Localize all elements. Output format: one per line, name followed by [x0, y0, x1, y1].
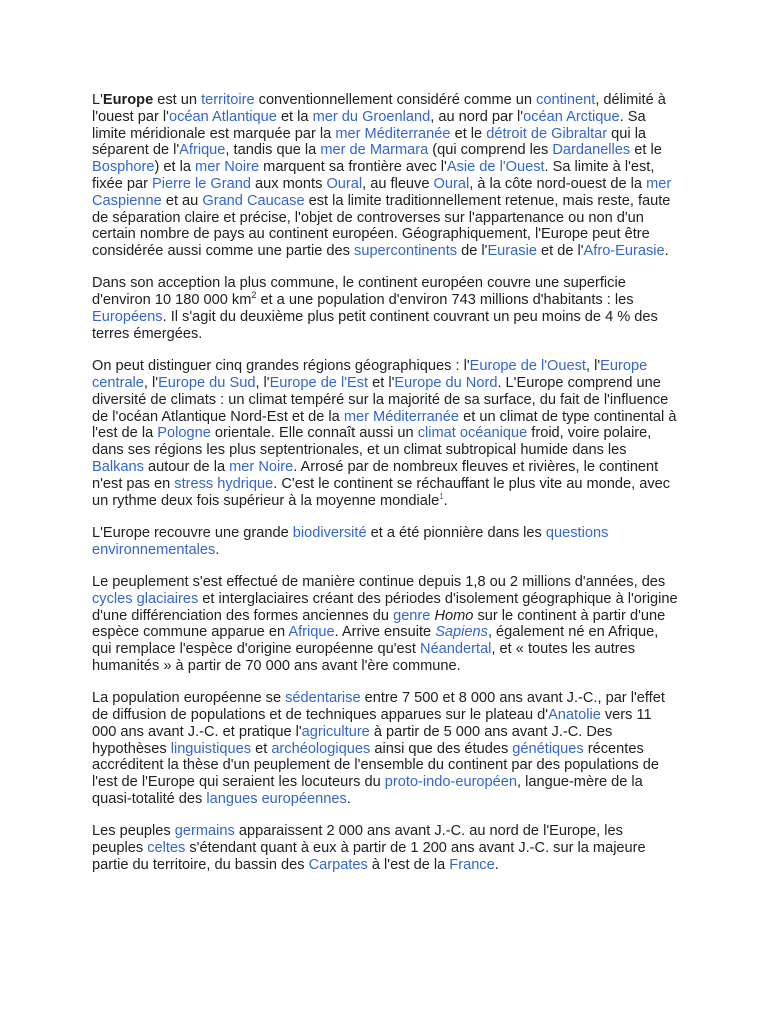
text-run: apparaissent 2 000 ans avant J.-C. au nord de l'Europe, les peuples	[92, 823, 623, 857]
paragraph-regions-climats	[92, 358, 678, 509]
text-run: , l'	[255, 374, 270, 391]
text-run: .	[494, 856, 499, 873]
wiki-link-oural[interactable]: Oural	[326, 175, 363, 192]
text-run: et l'	[368, 374, 395, 391]
text-run: ) et la	[154, 159, 196, 176]
text-run: , au nord par l'	[430, 108, 524, 125]
text-run: , au fleuve	[362, 175, 434, 192]
wiki-link-biodiversite[interactable]: biodiversité	[292, 524, 367, 541]
text-run: et	[251, 740, 272, 757]
text-run: qui la séparent de l'	[92, 125, 647, 159]
wiki-link-detroit-de-gibraltar[interactable]: détroit de Gibraltar	[486, 125, 608, 142]
text-run: Dans son acception la plus commune, le continent européen couvre une superficie d'environ 10 180 000 km	[92, 275, 626, 309]
text-run: marquent sa frontière avec l'	[259, 159, 447, 176]
wiki-link-bosphore[interactable]: Bosphore	[92, 159, 155, 176]
text-run: entre 7 500 et 8 000 ans avant J.-C., par l'effet de diffusion de populations et de techniques apparues sur le plateau d'	[92, 690, 665, 723]
text-run: orientale. Elle connaît aussi un	[210, 425, 418, 442]
text-run: Homo	[434, 607, 474, 624]
text-run: et la	[276, 108, 313, 125]
text-run: et au	[161, 192, 203, 209]
text-run: . C'est le continent se réchauffant le plus vite au monde, avec un rythme deux fois supérieur à la moyenne mondiale	[92, 475, 671, 509]
text-run: .	[215, 541, 220, 558]
text-run: , langue-mère de la quasi-totalité des	[92, 774, 643, 807]
wiki-link-europe-de-l-est[interactable]: Europe de l'Est	[269, 374, 369, 391]
text-run: , délimité à l'ouest par l'	[92, 92, 666, 125]
text-run: et interglaciaires créant des périodes d'isolement géographique à l'origine d'une différenciation des formes anciennes du	[92, 590, 678, 624]
wiki-link-germains[interactable]: germains	[174, 823, 235, 840]
text-run: , l'	[143, 374, 159, 391]
text-run: . L'Europe comprend une diversité de climats : un climat tempéré sur la majorité de sa surface, du fait de l'influence de l'océan Atlantique Nord-Est et de la	[92, 374, 669, 425]
text-run: L'	[92, 92, 103, 108]
wiki-link-pologne[interactable]: Pologne	[157, 425, 211, 442]
text-run: .	[443, 492, 448, 509]
wiki-link-dardanelles[interactable]: Dardanelles	[552, 142, 631, 159]
wiki-link-supercontinents[interactable]: supercontinents	[354, 243, 458, 260]
wiki-link-france[interactable]: France	[449, 856, 495, 873]
text-run: est un	[153, 92, 202, 108]
wiki-link-agriculture[interactable]: agriculture	[301, 723, 370, 740]
wiki-link-grand-caucase[interactable]: Grand Caucase	[202, 192, 305, 209]
text-run: aux monts	[251, 175, 327, 192]
wiki-link-celtes[interactable]: celtes	[147, 840, 186, 857]
text-run: L'Europe recouvre une grande	[92, 524, 293, 541]
text-run: récentes accréditent la thèse d'un peuplement de l'ensemble du continent par des populations de l'est de l'Europe qui seraient les locuteurs du	[92, 740, 660, 791]
wiki-link-continent[interactable]: continent	[536, 92, 596, 108]
superscript: 2	[251, 290, 257, 301]
text-run: . Arrive ensuite	[334, 624, 436, 641]
paragraph-superficie	[92, 275, 678, 342]
wiki-link-sedentarise[interactable]: sédentarise	[285, 690, 361, 707]
text-run: , également né en Afrique, qui remplace l'espèce d'origine européenne qu'est	[92, 624, 659, 658]
wiki-link-archeologiques[interactable]: archéologiques	[271, 740, 371, 757]
text-run: vers 11 000 ans avant J.-C. et pratique l'	[92, 707, 652, 740]
text-run: La population européenne se	[92, 690, 286, 707]
wiki-link-questions-environnementales[interactable]: questions environnementales	[92, 524, 609, 558]
wiki-link-genre[interactable]: genre	[393, 607, 431, 624]
wiki-link-mer-de-marmara[interactable]: mer de Marmara	[320, 142, 429, 159]
paragraph-sedentarisation	[92, 690, 678, 808]
wiki-link-afrique[interactable]: Afrique	[288, 624, 335, 641]
wiki-link-europe-du-nord[interactable]: Europe du Nord	[394, 374, 498, 391]
wiki-link-ocean-arctique[interactable]: océan Arctique	[523, 108, 620, 125]
wiki-link-proto-indo-europeen[interactable]: proto-indo-européen	[384, 774, 518, 791]
text-run: (qui comprend les	[428, 142, 553, 159]
text-run: et de l'	[536, 243, 584, 260]
wiki-link-neandertal[interactable]: Néandertal	[420, 641, 492, 658]
text-run: de l'	[457, 243, 488, 260]
wiki-link-europe-centrale[interactable]: Europe centrale	[92, 358, 648, 391]
text-run: . Il s'agit du deuxième plus petit continent couvrant un peu moins de 4 % des terres émergées.	[92, 309, 658, 342]
wiki-link-genetiques[interactable]: génétiques	[512, 740, 584, 757]
text-run: et a été pionnière dans les	[366, 524, 546, 541]
text-run: et le	[450, 125, 487, 142]
wiki-link-mer-du-groenland[interactable]: mer du Groenland	[312, 108, 431, 125]
text-run: et le	[630, 142, 662, 159]
text-run: .	[346, 790, 351, 807]
text-run: Les peuples	[92, 823, 175, 840]
wiki-link-climat-oceanique[interactable]: climat océanique	[417, 425, 528, 442]
wiki-link-asie-de-l-ouest[interactable]: Asie de l'Ouest	[446, 159, 545, 176]
text-run: Le peuplement s'est effectué de manière continue depuis 1,8 ou 2 millions d'années, des	[92, 573, 666, 590]
text-run: ainsi que des études	[370, 740, 513, 757]
text-run: .	[664, 243, 669, 260]
text-run: On peut distinguer cinq grandes régions géographiques : l'	[92, 358, 470, 375]
wiki-link-europe-de-l-ouest[interactable]: Europe de l'Ouest	[469, 358, 586, 375]
bold-term: Europe	[102, 92, 154, 108]
wiki-link-carpates[interactable]: Carpates	[308, 856, 368, 873]
wiki-link-mer-noire[interactable]: mer Noire	[195, 159, 260, 176]
text-run: , à la côte nord-ouest de la	[469, 175, 647, 192]
wiki-link-afrique[interactable]: Afrique	[179, 142, 226, 159]
text-run: . Sa limite méridionale est marquée par la	[92, 108, 646, 142]
paragraph-peuples	[92, 823, 678, 873]
wiki-link-oural[interactable]: Oural	[433, 175, 470, 192]
paragraph-intro	[92, 92, 678, 260]
paragraph-biodiversite	[92, 525, 678, 559]
text-run: froid, voire polaire, dans ses régions les plus septentrionales, et un climat subtropical humide dans les	[92, 425, 652, 459]
text-run: conventionnellement considéré comme un	[254, 92, 537, 108]
wiki-link-linguistiques[interactable]: linguistiques	[170, 740, 252, 757]
wiki-link-pierre-le-grand[interactable]: Pierre le Grand	[152, 175, 251, 192]
wiki-link-europeens[interactable]: Européens	[92, 309, 163, 326]
text-run: sur le continent à partir d'une espèce commune apparue en	[92, 607, 666, 641]
wiki-link-eurasie[interactable]: Eurasie	[487, 243, 537, 260]
wiki-link-anatolie[interactable]: Anatolie	[548, 707, 601, 723]
wiki-link-ocean-atlantique[interactable]: océan Atlantique	[168, 108, 277, 125]
wiki-link-afro-eurasie[interactable]: Afro-Eurasie	[583, 243, 665, 260]
wiki-link-langues-europeennes[interactable]: langues européennes	[206, 790, 347, 807]
wiki-link-mer-mediterranee[interactable]: mer Méditerranée	[343, 408, 460, 425]
text-run: . Arrosé par de nombreux fleuves et rivières, le continent n'est pas en	[92, 458, 659, 492]
text-run: . Sa limite à l'est, fixée par	[92, 159, 655, 192]
wiki-link-balkans[interactable]: Balkans	[92, 458, 144, 475]
text-run: à l'est de la	[367, 856, 450, 873]
wiki-link-territoire[interactable]: territoire	[201, 92, 255, 108]
text-run: autour de la	[143, 458, 230, 475]
text-run: et a une population d'environ 743 millions d'habitants : les	[256, 292, 634, 309]
text-run: , l'	[585, 358, 601, 375]
paragraph-peuplement	[92, 574, 678, 675]
wiki-link-mer-noire[interactable]: mer Noire	[229, 458, 294, 475]
text-run: et un climat de type continental à l'est de la	[92, 408, 677, 442]
article-body	[92, 92, 678, 889]
reference-note-link[interactable]: 1	[439, 491, 444, 501]
text-run: à partir de 5 000 ans avant J.-C. Des hypothèses	[92, 723, 613, 757]
wiki-link-mer-mediterranee[interactable]: mer Méditerranée	[335, 125, 451, 142]
wiki-link-mer-caspienne[interactable]: mer Caspienne	[92, 175, 672, 209]
wiki-link-stress-hydrique[interactable]: stress hydrique	[174, 475, 274, 492]
wiki-link-europe-du-sud[interactable]: Europe du Sud	[158, 374, 256, 391]
wiki-link-sapiens[interactable]: Sapiens	[435, 624, 488, 641]
text-run: , tandis que la	[225, 142, 321, 159]
text-run: est la limite traditionnellement retenue, mais reste, faute de séparation claire et précise, l'objet de controverses sur l'appartenance ou non d'un certain nombre de pays au continent européen. Géographiquement, l'Europe peut être considérée aussi comme une partie des	[92, 192, 671, 260]
wiki-link-cycles-glaciaires[interactable]: cycles glaciaires	[92, 590, 199, 607]
text-run: , et « toutes les autres humanités » à partir de 70 000 ans avant l'ère commune.	[92, 641, 636, 674]
text-run: s'étendant quant à eux à partir de 1 200 ans avant J.-C. sur la majeure partie du territoire, du bassin des	[92, 840, 646, 873]
